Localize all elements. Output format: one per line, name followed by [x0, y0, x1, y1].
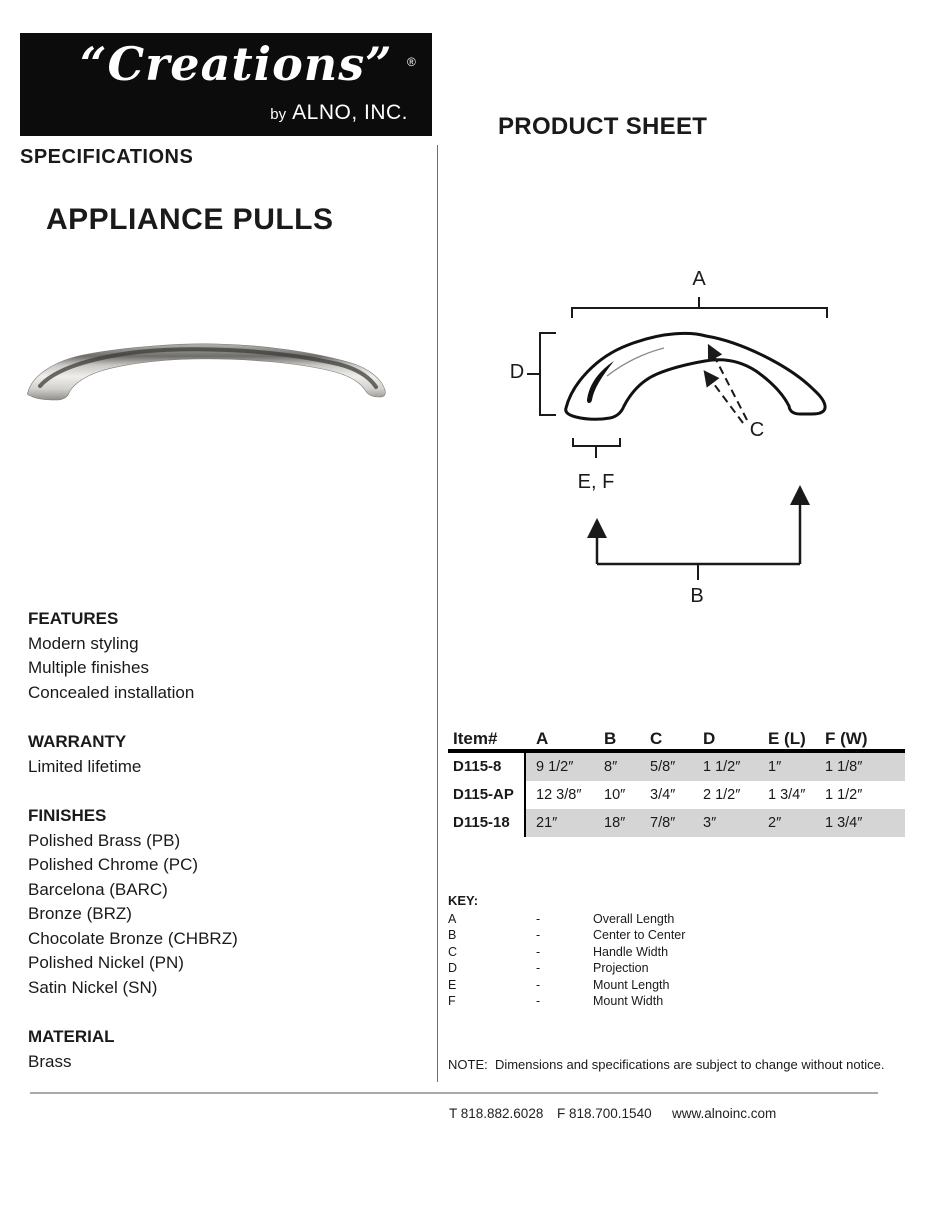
col-header-el: E (L): [768, 729, 806, 748]
table-cell: 2 1/2″: [703, 787, 741, 803]
table-cell: 1 3/4″: [817, 809, 905, 837]
warranty-heading: WARRANTY: [28, 732, 127, 751]
col-header-a: A: [536, 729, 549, 748]
col-header-fw: F (W): [825, 729, 868, 748]
table-cell: 5/8″: [642, 753, 695, 781]
table-header-row: [448, 727, 905, 753]
key-description: Mount Length: [593, 977, 670, 992]
finish-item: Bronze (BRZ): [28, 904, 132, 923]
finish-item: Polished Brass (PB): [28, 830, 181, 850]
key-dash: -: [536, 912, 541, 926]
finish-item: Satin Nickel (SN): [28, 977, 158, 997]
registered-trademark-icon: ®: [407, 55, 416, 69]
col-header-c: C: [650, 729, 663, 748]
column-divider: [437, 145, 438, 1082]
key-dash: -: [536, 961, 541, 976]
table-cell: 10″: [604, 787, 626, 803]
diagram-linework: [440, 266, 910, 611]
table-row: [448, 753, 905, 781]
logo-byline: [270, 101, 408, 125]
left-sections: [28, 607, 418, 1074]
table-cell: 1″: [760, 753, 817, 781]
key-dash: -: [536, 944, 541, 959]
dimensions-table: [448, 727, 905, 837]
dim-ef-bracket: [573, 438, 620, 446]
feature-item: Modern styling: [28, 633, 139, 653]
table-cell: 7/8″: [642, 809, 695, 837]
key-dash: -: [536, 994, 541, 1009]
logo-script-text: “Creations”: [80, 37, 393, 91]
key-row: [448, 993, 908, 1009]
warranty-item: Limited lifetime: [28, 756, 142, 776]
col-header-item: Item#: [453, 729, 498, 748]
dim-c-arrow-inner: [705, 372, 743, 423]
key-letter: F: [448, 994, 456, 1009]
item-number: D115-8: [448, 753, 526, 781]
finish-item: Chocolate Bronze (CHBRZ): [28, 928, 238, 948]
key-description: Overall Length: [593, 912, 675, 926]
key-row: [448, 944, 908, 960]
table-cell: 1 1/2″: [695, 753, 760, 781]
key-row: [448, 927, 908, 943]
finish-item: Polished Chrome (PC): [28, 855, 199, 874]
footer-website: www.alnoinc.com: [672, 1106, 777, 1121]
footer-phone: T 818.882.6028: [449, 1106, 544, 1121]
key-heading: KEY:: [448, 893, 479, 908]
key-row: [448, 977, 908, 993]
key-letter: C: [448, 944, 458, 959]
logo-byline-prefix: by: [270, 106, 287, 123]
table-cell: 9 1/2″: [526, 753, 596, 781]
table-row: [448, 781, 905, 809]
dim-label-c: C: [749, 419, 765, 441]
dim-label-a: A: [692, 268, 706, 290]
logo-company-name: ALNO, INC.: [292, 101, 408, 124]
product-photo: [18, 330, 420, 418]
table-cell: 21″: [526, 809, 596, 837]
table-cell: 3/4″: [650, 787, 676, 803]
finishes-heading: FINISHES: [28, 806, 107, 825]
dim-label-ef: E, F: [577, 471, 615, 493]
key-description: Handle Width: [593, 944, 669, 959]
key-row: [448, 911, 908, 927]
footer-rule: [30, 1092, 878, 1094]
page-title: APPLIANCE PULLS: [46, 203, 334, 236]
col-header-d: D: [703, 729, 716, 748]
table-cell: 1 3/4″: [768, 787, 806, 803]
key-section: [448, 893, 908, 1009]
table-cell: 2″: [760, 809, 817, 837]
table-cell: 1 1/8″: [817, 753, 905, 781]
table-cell: 8″: [596, 753, 642, 781]
key-dash: -: [536, 977, 541, 992]
dimension-diagram: [440, 266, 910, 611]
item-number: D115-AP: [448, 781, 526, 809]
table-cell: 3″: [695, 809, 760, 837]
features-heading: FEATURES: [28, 609, 119, 628]
key-dash: -: [536, 928, 541, 943]
dim-d-bracket: [540, 333, 556, 415]
brand-logo: [20, 33, 432, 136]
key-description: Projection: [593, 961, 649, 976]
col-header-b: B: [604, 729, 617, 748]
specifications-heading: SPECIFICATIONS: [20, 146, 194, 168]
key-letter: A: [448, 912, 457, 926]
material-heading: MATERIAL: [28, 1027, 115, 1046]
handle-photo-shape: [27, 344, 385, 400]
table-cell: 12 3/8″: [536, 787, 582, 803]
table-cell: 18″: [596, 809, 642, 837]
feature-item: Concealed installation: [28, 682, 195, 702]
footer-fax: F 818.700.1540: [557, 1106, 652, 1121]
dim-label-d: D: [509, 361, 525, 383]
features-section: [28, 607, 418, 705]
material-item: Brass: [28, 1051, 72, 1071]
material-section: [28, 1025, 418, 1074]
key-letter: B: [448, 928, 457, 943]
key-description: Center to Center: [593, 928, 686, 943]
dim-a-bracket: [572, 308, 827, 318]
feature-item: Multiple finishes: [28, 658, 149, 677]
finish-item: Barcelona (BARC): [28, 879, 168, 899]
finishes-section: [28, 804, 418, 1000]
diagram-handle-drawing: [566, 333, 825, 419]
table-cell: 1 1/2″: [825, 787, 863, 803]
table-row: [448, 809, 905, 837]
key-row: [448, 960, 908, 976]
item-number: D115-18: [448, 809, 526, 837]
note-text: NOTE: Dimensions and specifications are subject to change without notice.: [448, 1057, 885, 1072]
product-sheet-heading: PRODUCT SHEET: [498, 113, 708, 140]
key-letter: E: [448, 977, 457, 992]
warranty-section: [28, 730, 418, 779]
finish-item: Polished Nickel (PN): [28, 953, 184, 972]
key-letter: D: [448, 961, 458, 976]
dim-label-b: B: [690, 585, 704, 607]
key-description: Mount Width: [593, 994, 664, 1009]
